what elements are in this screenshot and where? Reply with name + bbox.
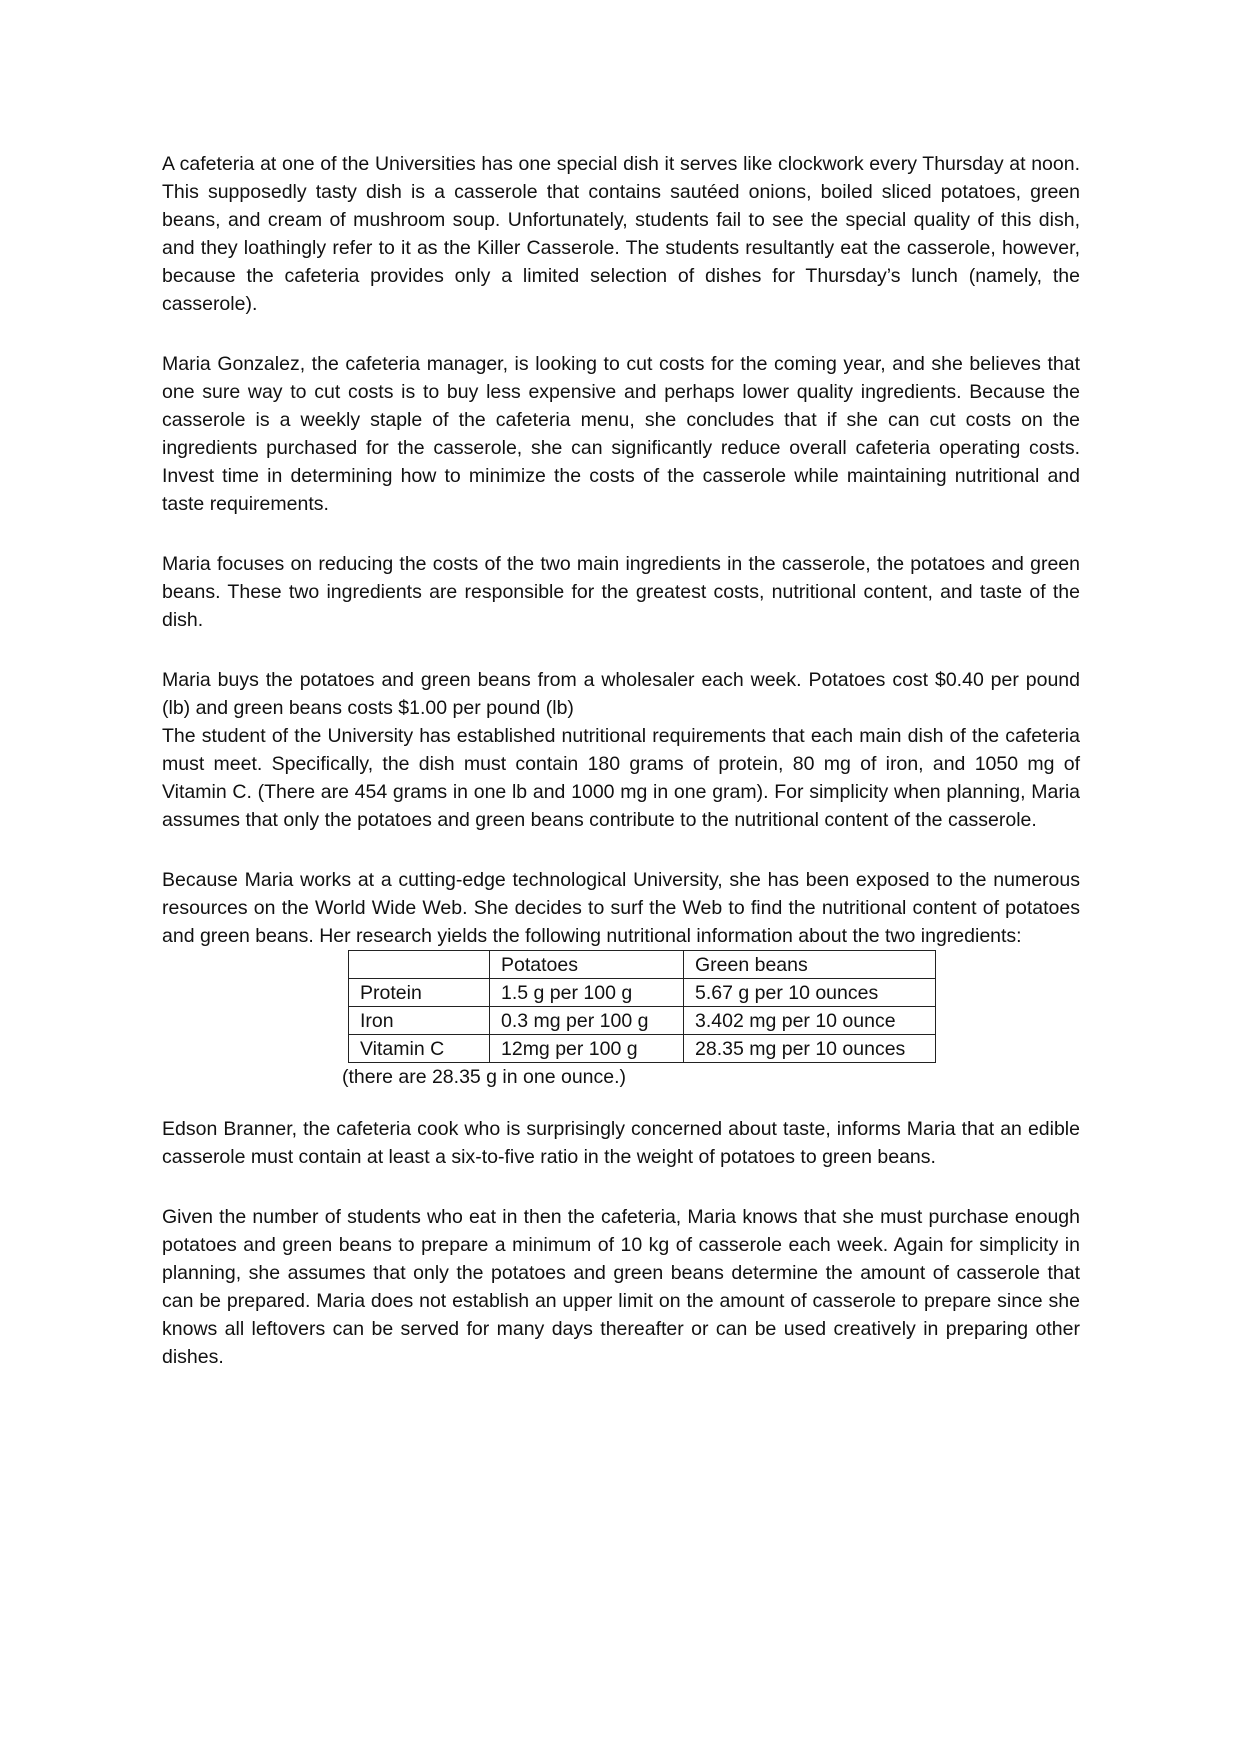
table-cell: Vitamin C — [349, 1035, 490, 1063]
paragraph-requirements: The student of the University has established nutritional requirements that each main dish of the cafeteria must meet. Specifically, the dish must contain 180 grams of protein, 80 mg of iron, and 1050 mg of Vitamin C. (There are 454 grams in one lb and 1000 mg in one gram). For simplicity when planning, Maria assumes that only the potatoes and green beans contribute to the nutritional content of the casserole. — [162, 725, 1080, 831]
table-cell: 12mg per 100 g — [490, 1035, 684, 1063]
paragraph-intro: A cafeteria at one of the Universities has one special dish it serves like clockwork every Thursday at noon. This supposedly tasty dish is a casserole that contains sautéed onions, boiled sliced potatoes, green beans, and cream of mushroom soup. Unfortunately, students fail to see the special quality of this dish, and they loathingly refer to it as the Killer Casserole. The students resultantly eat the casserole, however, because the cafeteria provides only a limited selection of dishes for Thursday’s lunch (namely, the casserole). — [162, 153, 1080, 315]
table-row — [349, 979, 936, 1007]
paragraph-costs: Maria buys the potatoes and green beans from a wholesaler each week. Potatoes cost $0.40 per pound (lb) and green beans costs $1.00 per pound (lb) — [162, 669, 1080, 719]
table-header-cell: Green beans — [684, 951, 936, 979]
table-cell: 0.3 mg per 100 g — [490, 1007, 684, 1035]
table-row — [349, 1007, 936, 1035]
paragraph-manager: Maria Gonzalez, the cafeteria manager, is looking to cut costs for the coming year, and she believes that one sure way to cut costs is to buy less expensive and perhaps lower quality ingredients. Because the casserole is a weekly staple of the cafeteria menu, she concludes that if she can cut costs on the ingredients purchased for the casserole, she can significantly reduce overall cafeteria operating costs. Invest time in determining how to minimize the costs of the casserole while maintaining nutritional and taste requirements. — [162, 353, 1080, 515]
nutrition-table — [348, 950, 936, 1063]
table-header-cell: Potatoes — [490, 951, 684, 979]
table-cell: 5.67 g per 10 ounces — [684, 979, 936, 1007]
table-header-cell — [349, 951, 490, 979]
paragraph-ingredients: Maria focuses on reducing the costs of the two main ingredients in the casserole, the potatoes and green beans. These two ingredients are responsible for the greatest costs, nutritional content, and taste of the dish. — [162, 553, 1080, 631]
paragraph-taste: Edson Branner, the cafeteria cook who is surprisingly concerned about taste, informs Maria that an edible casserole must contain at least a six-to-five ratio in the weight of potatoes to green beans. — [162, 1118, 1080, 1168]
table-cell: 3.402 mg per 10 ounce — [684, 1007, 936, 1035]
paragraph-research: Because Maria works at a cutting-edge technological University, she has been exposed to the numerous resources on the World Wide Web. She decides to surf the Web to find the nutritional content of potatoes and green beans. Her research yields the following nutritional information about the two ingredients: — [162, 869, 1080, 947]
table-cell: 28.35 mg per 10 ounces — [684, 1035, 936, 1063]
table-note: (there are 28.35 g in one ounce.) — [342, 1066, 627, 1088]
paragraph-quantity: Given the number of students who eat in then the cafeteria, Maria knows that she must purchase enough potatoes and green beans to prepare a minimum of 10 kg of casserole each week. Again for simplicity in planning, she assumes that only the potatoes and green beans determine the amount of casserole that can be prepared. Maria does not establish an upper limit on the amount of casserole to prepare since she knows all leftovers can be served for many days thereafter or can be used creatively in preparing other dishes. — [162, 1206, 1080, 1368]
table-row — [349, 1035, 936, 1063]
document-body — [162, 150, 1080, 1371]
table-cell: Protein — [349, 979, 490, 1007]
table-header-row — [349, 951, 936, 979]
table-cell: 1.5 g per 100 g — [490, 979, 684, 1007]
table-cell: Iron — [349, 1007, 490, 1035]
